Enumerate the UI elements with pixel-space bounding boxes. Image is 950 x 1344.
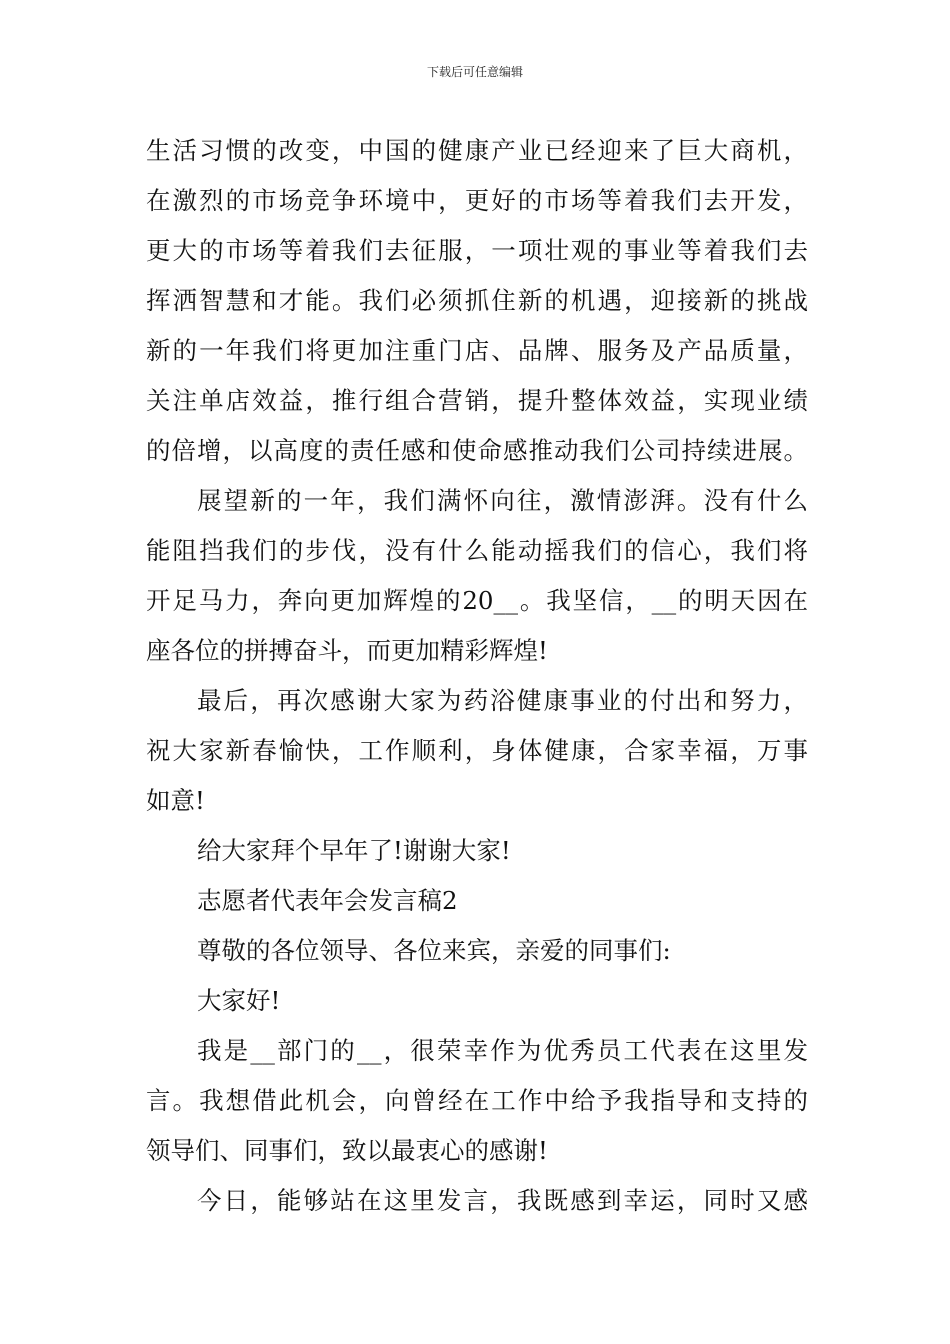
text-line: 展望新的一年，我们满怀向往，激情澎湃。没有什么: [197, 486, 808, 515]
text-line: 言。我想借此机会，向曾经在工作中给予我指导和支持的: [146, 1086, 808, 1115]
text-line: 今日，能够站在这里发言，我既感到幸运，同时又感: [197, 1186, 808, 1215]
text-line: 能阻挡我们的步伐，没有什么能动摇我们的信心，我们将: [146, 536, 808, 565]
text-line: 最后，再次感谢大家为药浴健康事业的付出和努力，: [197, 686, 808, 715]
text-line: 关注单店效益，推行组合营销，提升整体效益，实现业绩: [146, 386, 808, 415]
text-line: 我是__部门的__，很荣幸作为优秀员工代表在这里发: [197, 1036, 808, 1065]
text-line: 挥洒智慧和才能。我们必须抓住新的机遇，迎接新的挑战: [146, 286, 808, 315]
text-line: 祝大家新春愉快，工作顺利，身体健康，合家幸福，万事: [146, 736, 808, 765]
document-body: [146, 126, 808, 1226]
text-line: 在激烈的市场竞争环境中，更好的市场等着我们去开发，: [146, 186, 808, 215]
text-line: 如意!: [146, 786, 205, 815]
salutation: 尊敬的各位领导、各位来宾，亲爱的同事们:: [197, 936, 671, 965]
page-header: 下载后可任意编辑: [426, 65, 523, 79]
section-title: 志愿者代表年会发言稿2: [197, 886, 458, 915]
text-line: 新的一年我们将更加注重门店、品牌、服务及产品质量，: [146, 336, 808, 365]
text-line: 生活习惯的改变，中国的健康产业已经迎来了巨大商机，: [146, 136, 808, 165]
text-line: 给大家拜个早年了!谢谢大家!: [197, 836, 511, 865]
greeting: 大家好!: [197, 986, 281, 1015]
text-line: 领导们、同事们，致以最衷心的感谢!: [146, 1136, 548, 1165]
text-line: 的倍增，以高度的责任感和使命感推动我们公司持续进展。: [146, 436, 808, 465]
text-line: 更大的市场等着我们去征服，一项壮观的事业等着我们去: [146, 236, 808, 265]
text-line: 开足马力，奔向更加辉煌的20__。我坚信，__的明天因在: [146, 586, 808, 615]
text-line: 座各位的拼搏奋斗，而更加精彩辉煌!: [146, 636, 548, 665]
